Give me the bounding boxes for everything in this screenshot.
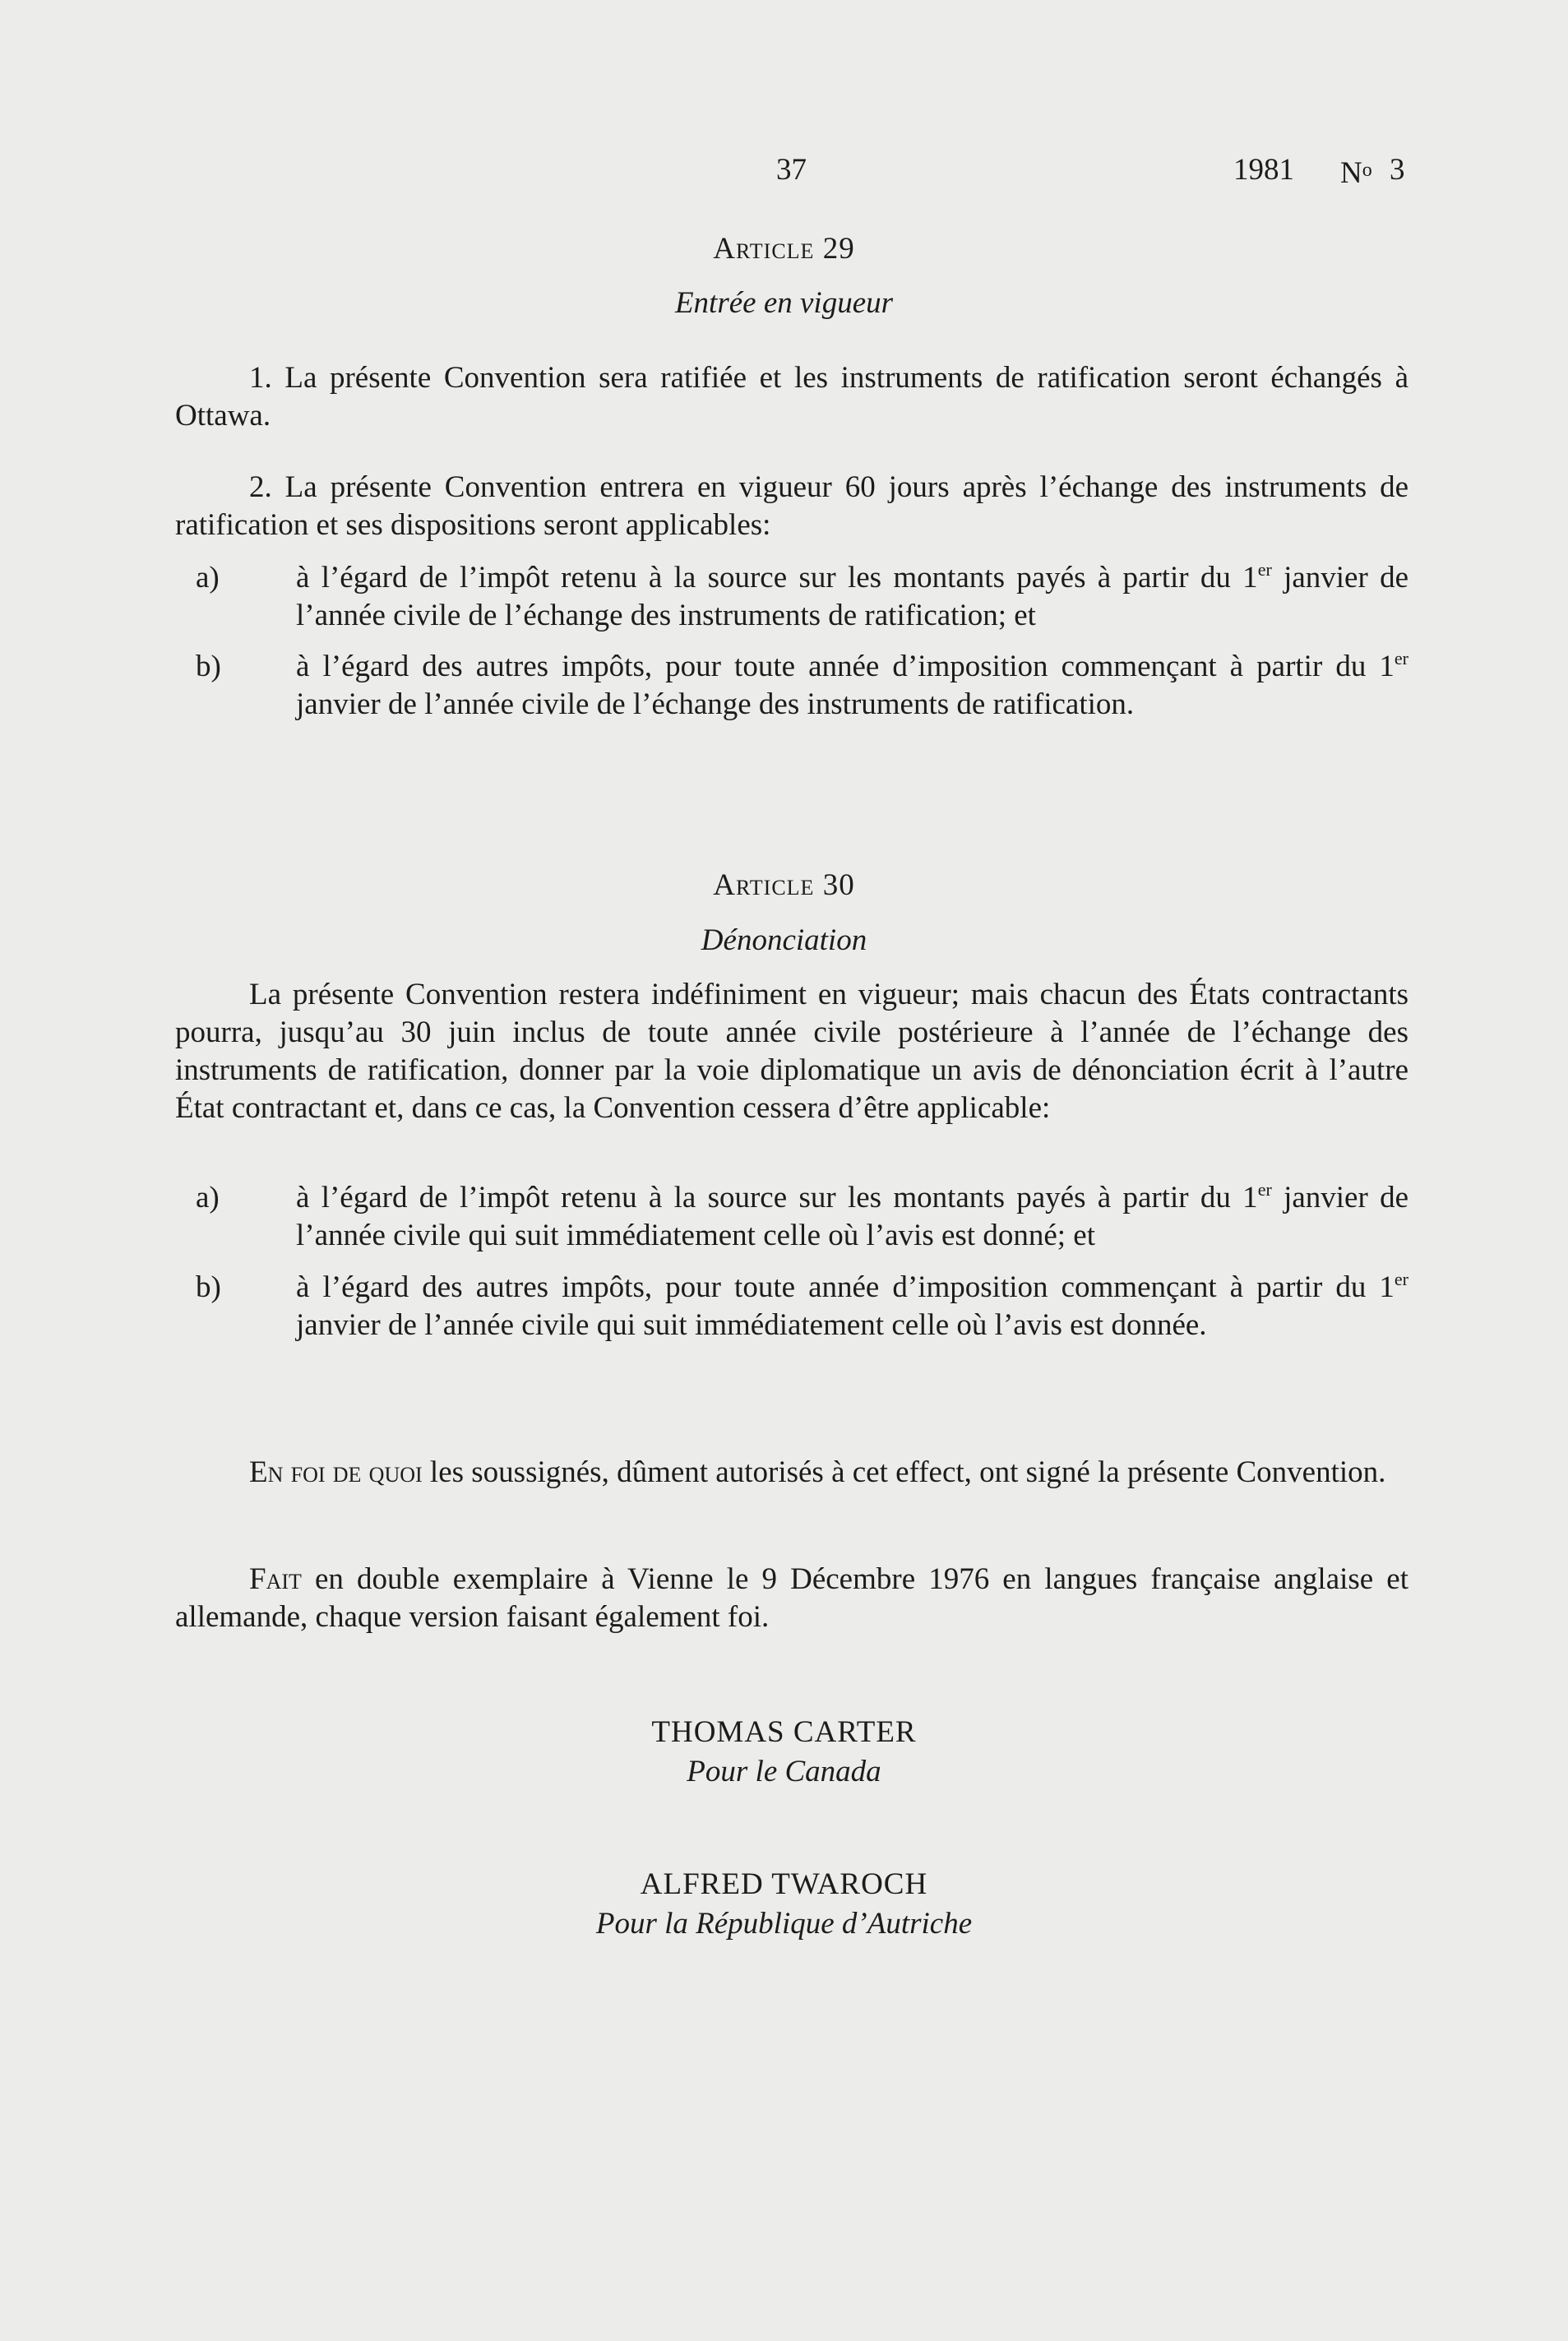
item-letter: a): [196, 1181, 220, 1214]
witness-clause: En foi de quoi les soussignés, dûment autorisés à cet effect, ont signé la présente Convention.: [249, 1455, 1386, 1489]
article-30-title: Article 30: [713, 868, 855, 902]
signatory-for-austria: Pour la République d’Autriche: [595, 1907, 973, 1941]
article-29-paragraph-2: 2. La présente Convention entrera en vigueur 60 jours après l’échange des instruments de ratification et ses dispositions seront applicables:: [175, 470, 1408, 542]
article-29-paragraph-1: 1. La présente Convention sera ratifiée et les instruments de ratification seront échangés à Ottawa.: [175, 361, 1408, 433]
done-clause: Fait en double exemplaire à Vienne le 9 Décembre 1976 en langues française anglaise et allemande, chaque version faisant également foi.: [175, 1562, 1408, 1634]
signatory-name-canada: THOMAS CARTER: [651, 1715, 917, 1749]
page-number: 37: [776, 153, 807, 187]
item-letter: a): [196, 561, 220, 595]
signatory-for-canada: Pour le Canada: [687, 1755, 881, 1788]
item-letter: b): [196, 1270, 221, 1304]
item-text: à l’égard des autres impôts, pour toute année d’imposition commençant à partir du 1er janvier de l’année civile de l’échange des instruments de ratification.: [296, 648, 1408, 721]
article-29-item-a: [196, 559, 1408, 635]
article-29-item-b: [196, 648, 1408, 724]
item-letter: b): [196, 650, 221, 683]
article-30-item-b: [196, 1269, 1408, 1344]
header-year: 1981: [1233, 153, 1294, 187]
item-text: à l’égard des autres impôts, pour toute année d’imposition commençant à partir du 1er janvier de l’année civile qui suit immédiatement celle où l’avis est donnée.: [296, 1269, 1408, 1342]
article-30-item-a: [196, 1179, 1408, 1255]
header-no-label: $N^o$: [1340, 156, 1372, 190]
header-issue-number: 3: [1390, 153, 1405, 187]
item-text: à l’égard de l’impôt retenu à la source sur les montants payés à partir du 1er janvier de l’année civile de l’échange des instruments de ratification; et: [296, 559, 1408, 632]
article-30-paragraph: La présente Convention restera indéfiniment en vigueur; mais chacun des États contractants pourra, jusqu’au 30 juin inclus de toute année civile postérieure à l’année de l’échange des instruments de ratification, donner par la voie diplomatique un avis de dénonciation écrit à l’autre État contractant et, dans ce cas, la Convention cessera d’être applicable:: [175, 978, 1408, 1125]
article-29-subtitle: Entrée en vigueur: [674, 286, 894, 320]
item-text: à l’égard de l’impôt retenu à la source sur les montants payés à partir du 1er janvier de l’année civile qui suit immédiatement celle où l’avis est donné; et: [296, 1179, 1408, 1252]
signatory-name-austria: ALFRED TWAROCH: [640, 1867, 928, 1901]
article-30-subtitle: Dénonciation: [701, 923, 867, 957]
article-29-title: Article 29: [713, 232, 855, 266]
